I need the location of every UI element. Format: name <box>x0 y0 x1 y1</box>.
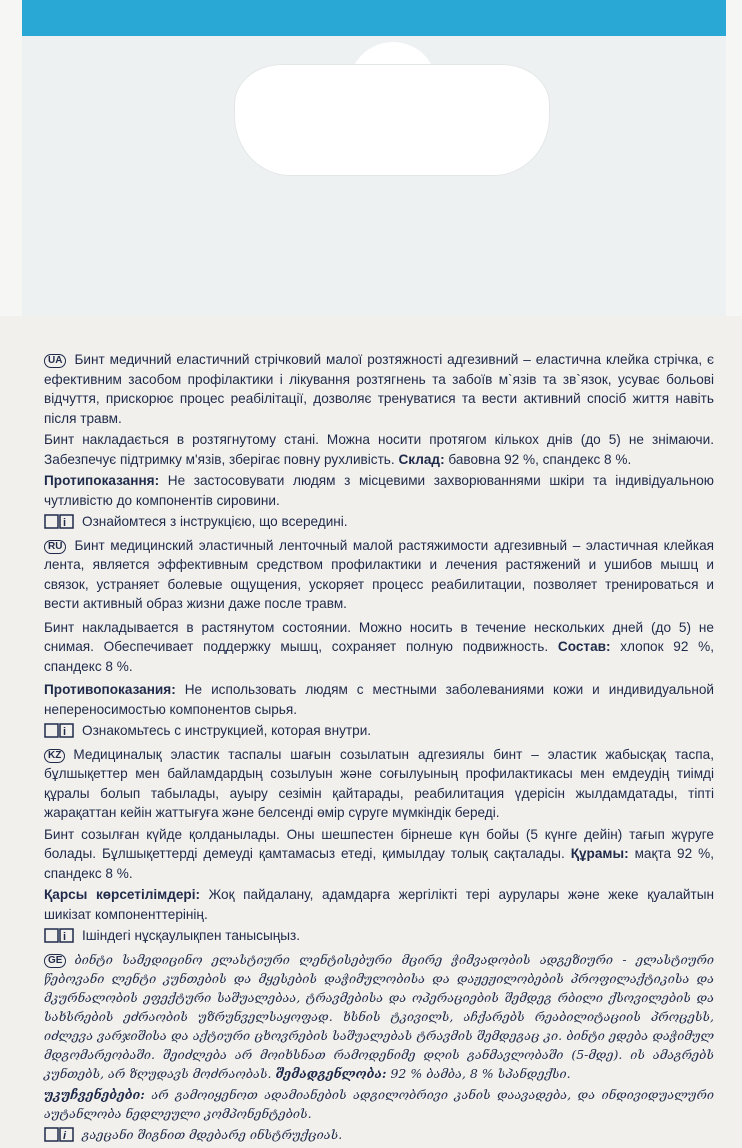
ge-description: ბინტი სამედიცინო ელასტიური ლენტისებური მცირე ჭიმვადობის ადგეზიური - ელასტიური წებოვანი ლენტი კუნთების და მყესების დაჭიმულობისა და დაჟეჟილობების პროფილაქტიკისა და მკურნალობის ეფექტური საშუალებაა, ტრავმებისა და ოპერაციების შემდეგ რბილი ქსოვილების და სახსრების ეძრაობის უზრუნველსაყოფად. ხსნის ტკივილს, აჩქარებს რეაბილიტაციის პროცესს, იძლევა ვარჯიშისა და აქტიური ცხოვრების საშუალებას ტრავმის შემდეგაც კი. ბინტი ედება დაჭიმულ მდგომარეობაში. შეიძლება არ მოიხსნათ რამოდენიმე დღის განმავლობაში (5-მდე). ის ამაგრებს კუნთებს, არ ზღუდავს მოძრაობას. <box>44 951 714 1081</box>
language-badge-ua: UA <box>44 354 66 368</box>
ge-composition-label: შემადგენლობა: <box>275 1065 387 1081</box>
open-book-icon <box>44 513 74 529</box>
section-ru <box>44 536 714 741</box>
ge-composition-value: 92 % ბამბა, 8 % სპანდექსი. <box>386 1065 571 1081</box>
kz-contra-value: Жоқ пайдалану, адамдарға жергілікті тері аурулары және жеке қуалайтын шикізат компоненттерінің. <box>44 887 714 922</box>
kz-instructions: Ішіндегі нұсқаулықпен танысыңыз. <box>82 928 301 943</box>
kz-contra-label: Қарсы көрсетілімдері: <box>44 887 201 902</box>
section-ge <box>44 950 714 1144</box>
kz-description: Медициналық эластик таспалы шағын созылатын адгезиялы бинт – эластик жабысқақ таспа, бұлшықеттер мен байламдардың созылуын және соғылуының профилактикасы мен емдеудің тиімді құралы болып табылады, ауыру сезімін қайтарады, реабилитация үдерісін жылдамдатады, тіпті жарақаттан кейін жаттығуға және белсенді өмір сүруге мүмкіндік береді. <box>44 746 714 820</box>
svg-text:i: i <box>63 517 67 529</box>
ru-description: Бинт медицинский эластичный ленточный малой растяжимости адгезивный – эластичная клейкая лента, является эффективным средством профилактики и лечения растяжений и ушибов мышц и связок, устраняет болевые ощущения, ускоряет процесс реабилитации, позволяет тренироваться и вести активный образ жизни даже после травм. <box>44 537 714 611</box>
ru-composition-label: Состав: <box>557 639 611 654</box>
blue-top-band <box>22 0 726 36</box>
ua-usage: Бинт накладається в розтягнутому стані. Можна носити протягом кількох днів (до 5) не знімаючи. Забезпечує підтримку м'язів, зберігає повну рухливість. <box>44 432 714 467</box>
ge-contra-label: უკუჩვენებები: <box>44 1086 145 1102</box>
section-ua <box>44 350 714 532</box>
section-kz <box>44 745 714 946</box>
right-edge <box>726 0 742 316</box>
ua-instructions: Ознайомтеся з інструкцією, що всередині. <box>82 514 348 529</box>
ua-contra-label: Протипоказання: <box>44 473 160 488</box>
ua-composition-value: бавовна 92 %, спандекс 8 %. <box>444 451 632 467</box>
open-book-icon <box>44 927 74 943</box>
open-book-icon <box>44 722 74 738</box>
ru-usage: Бинт накладывается в растянутом состоянии. Можно носить в течение нескольких дней (до 5) не снимая. Обеспечивает поддержку мышц, сохраняет полную подвижность. <box>44 619 714 654</box>
svg-text:i: i <box>63 931 67 943</box>
left-edge <box>0 0 22 316</box>
svg-text:i: i <box>63 726 67 738</box>
package-text <box>44 350 714 1148</box>
ge-instructions: გაეცანი შიგნით მდებარე ინსტრუქციას. <box>82 1126 343 1142</box>
ua-contra-value: Не застосовувати людям з місцевими захворюваннями шкіри та індивідуальною чутливістю до компонентів сировини. <box>44 473 714 508</box>
ru-contra-label: Противопоказания: <box>44 682 176 697</box>
ru-instructions: Ознакомьтесь с инструкцией, которая внутри. <box>82 723 372 738</box>
ge-contra-value: არ გამოიყენოთ ადამიანების ადგილობრივი კანის დაავადება, და ინდივიდუალური აუტანლობა ნედლეული კომპონენტების. <box>44 1086 714 1121</box>
ua-composition-label: Склад: <box>398 451 445 467</box>
kz-composition-value: мақта 92 %, спандекс 8 %. <box>44 846 714 881</box>
language-badge-kz: KZ <box>44 749 65 763</box>
kz-usage: Бинт созылған күйде қолданылады. Оны шешпестен бірнеше күн бойы (5 күнге дейін) тағып жүруге болады. Бұлшықеттерді демеуді қамтамасыз етеді, қимылдау толық сақталады. <box>44 826 714 861</box>
hang-tab-card <box>22 0 726 316</box>
open-book-icon <box>44 1126 74 1142</box>
kz-composition-label: Құрамы: <box>570 846 629 861</box>
language-badge-ru: RU <box>44 540 66 554</box>
ru-contra-value: Не использовать людям с местными заболеваниями кожи и индивидуальной непереносимостью компонентов сырья. <box>44 682 714 717</box>
svg-text:i: i <box>63 1129 67 1142</box>
hang-hole <box>234 64 550 176</box>
language-badge-ge: GE <box>44 954 66 968</box>
ua-description: Бинт медичний еластичний стрічковий малої розтяжності адгезивний – еластична клейка стрічка, є ефективним засобом профілактики і лікування розтягнень та забоїв м`язів та зв`язок, усуває больові відчуття, прискорює процес реабілітації, дозволяє тренуватися та вести активний спосіб життя навіть після травм. <box>44 352 714 426</box>
ru-composition-value: хлопок 92 %, спандекс 8 %. <box>44 639 715 674</box>
